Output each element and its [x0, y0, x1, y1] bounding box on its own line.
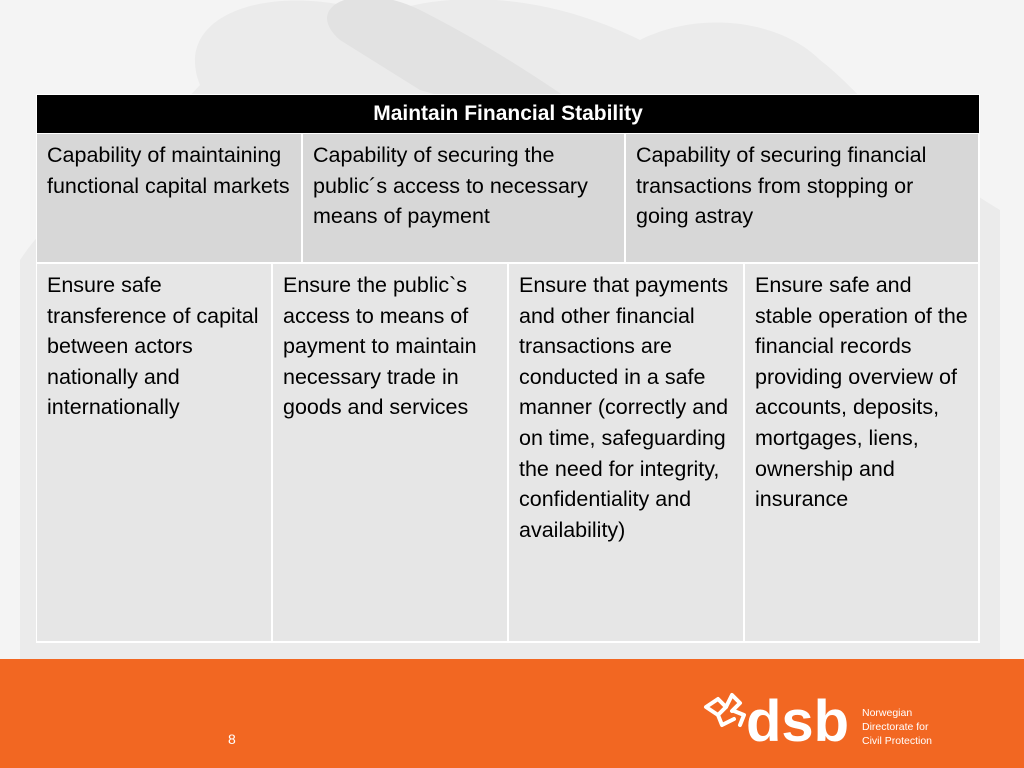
capability-cell-2: Capability of securing the public´s access to necessary means of payment: [303, 134, 626, 264]
table-header: Maintain Financial Stability: [36, 94, 980, 134]
financial-stability-table: [36, 94, 980, 643]
capability-cell-1: Capability of maintaining functional capital markets: [37, 134, 303, 264]
capabilities-row: [36, 134, 980, 264]
organization-name: [862, 706, 932, 748]
org-line-3: Civil Protection: [862, 735, 933, 747]
capability-cell-3: Capability of securing financial transactions from stopping or going astray: [626, 134, 980, 264]
org-line-1: Norwegian: [862, 707, 913, 719]
footer-bar: [0, 659, 1024, 768]
org-line-2: Directorate for: [862, 721, 929, 733]
measure-cell-3: Ensure that payments and other financial transactions are conducted in a safe manner (correctly and on time, safeguarding the need for integrity, confidentiality and availability): [509, 264, 745, 643]
dsb-wordmark: dsb: [746, 689, 850, 751]
page-number: 8: [228, 731, 236, 747]
measure-cell-2: Ensure the public`s access to means of payment to maintain necessary trade in goods and services: [273, 264, 509, 643]
dsb-star-icon: [706, 695, 744, 725]
measure-cell-4: Ensure safe and stable operation of the financial records providing overview of accounts, deposits, mortgages, liens, ownership and insurance: [745, 264, 980, 643]
measure-cell-1: Ensure safe transference of capital between actors nationally and internationally: [37, 264, 273, 643]
measures-row: [36, 264, 980, 643]
